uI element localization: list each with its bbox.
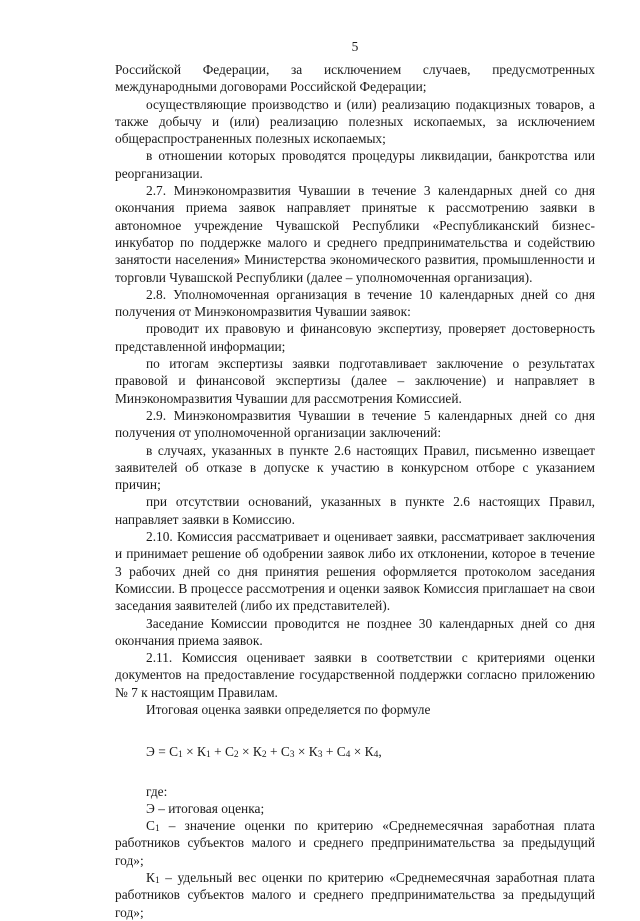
definition-item: Э – итоговая оценка; — [146, 800, 265, 816]
paragraph: осуществляющие производство и (или) реализацию подакцизных товаров, а также добычу и (или) реализацию полезных ископаемых, за исключением общераспространенных полезных ископаемых; — [115, 96, 595, 147]
paragraph: проводит их правовую и финансовую экспертизу, проверяет достоверность представленной информации; — [115, 321, 595, 354]
paragraph: 2.10. Комиссия рассматривает и оценивает заявки, рассматривает заключения и принимает решение об одобрении заявок либо их отклонении, которое в течение 3 рабочих дней со дня принятия решения оформляется протоколом заседания Комиссии. В процессе рассмотрения и оценки заявок Комиссия приглашает на свои заседания заявителей (либо их представителей). — [115, 529, 595, 614]
formula — [146, 743, 595, 760]
formula-term-3: $С_3 \times К_3$ — [280, 744, 323, 761]
paragraph: по итогам экспертизы заявки подготавливает заключение о результатах правовой и финансовой экспертизы (далее – заключение) и направляет в Минэкономразвития Чувашии для рассмотрения Комиссией. — [115, 356, 595, 406]
document-page — [115, 38, 595, 921]
definition-item: $К_1$ – удельный вес оценки по критерию «Среднемесячная заработная плата работников субъектов малого и среднего предпринимательства за предыдущий год»; — [115, 870, 595, 920]
paragraph: 2.7. Минэкономразвития Чувашии в течение 3 календарных дней со дня окончания приема заявок направляет принятые к рассмотрению заявки в автономное учреждение Чувашской Республики «Республиканский бизнес-инкубатор по поддержке малого и среднего предпринимательства и содействию занятости населения» Министерства экономического развития, промышленности и торговли Чувашской Республики (далее – уполномоченная организация). — [115, 183, 595, 285]
paragraph: в отношении которых проводятся процедуры ликвидации, банкротства или реорганизации. — [115, 148, 595, 181]
formula-plus: + — [266, 744, 281, 760]
paragraph: в случаях, указанных в пункте 2.6 настоящих Правил, письменно извещает заявителей об отказе в допуске к участию в конкурсном отборе с указанием причин; — [115, 442, 595, 493]
formula-end: , — [378, 744, 382, 760]
page-number: 5 — [351, 39, 359, 54]
definition-item: $С_1$ – значение оценки по критерию «Среднемесячная заработная плата работников субъектов малого и среднего предпринимательства за предыдущий год»; — [115, 818, 595, 868]
paragraph: Российской Федерации, за исключением случаев, предусмотренных международными договорами Российской Федерации; — [115, 62, 595, 95]
formula-term-1: $С_1 \times К_1$ — [169, 744, 211, 761]
paragraph: при отсутствии оснований, указанных в пункте 2.6 настоящих Правил, направляет заявки в Комиссию. — [115, 494, 595, 527]
formula-lead: Э = — [146, 744, 170, 760]
paragraph: Заседание Комиссии проводится не позднее 30 календарных дней со дня окончания приема заявок. — [115, 615, 595, 648]
paragraph: Итоговая оценка заявки определяется по формуле — [146, 701, 431, 717]
paragraph: 2.8. Уполномоченная организация в течение 10 календарных дней со дня получения от Минэкономразвития Чувашии заявок: — [115, 286, 595, 320]
paragraph: 2.11. Комиссия оценивает заявки в соответствии с критериями оценки документов на предоставление государственной поддержки согласно приложению № 7 к настоящим Правилам. — [115, 650, 595, 700]
formula-plus: + — [210, 744, 225, 760]
where-label: где: — [146, 783, 168, 799]
formula-term-2: $С_2 \times К_2$ — [224, 744, 267, 761]
formula-term-4: $С_4 \times К_4$ — [336, 744, 379, 761]
formula-plus: + — [322, 744, 337, 760]
paragraph: 2.9. Минэкономразвития Чувашии в течение 5 календарных дней со дня получения от уполномоченной организации заключений: — [115, 407, 595, 441]
